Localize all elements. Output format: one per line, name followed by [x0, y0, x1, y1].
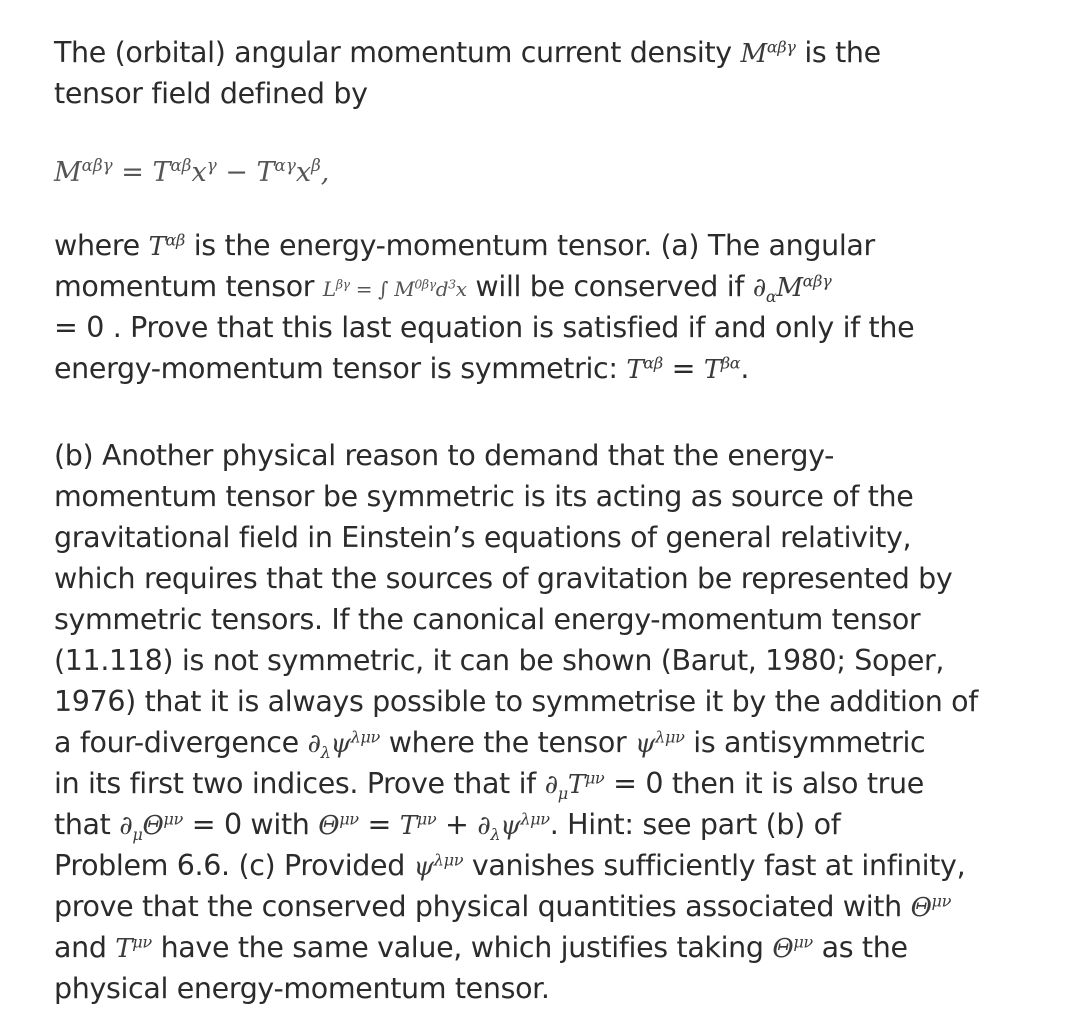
part-a-line-2: momentum tensor $L^{\beta\gamma}$ = ∫ $M^{0\beta\gamma}d^3x$ will be conserved if $\partial_\alpha M^{\alpha\beta\gamma}$	[54, 270, 832, 307]
part-a-line-3: = 0 . Prove that this last equation is satisfied if and only if the	[54, 311, 915, 344]
part-b-line-5: symmetric tensors. If the canonical energy-momentum tensor	[54, 603, 921, 636]
part-b-line-6: (11.118) is not symmetric, it can be shown (Barut, 1980; Soper,	[54, 644, 945, 677]
part-a-line-1: where $T^{\alpha\beta}$ is the energy-momentum tensor. (a) The angular	[54, 229, 875, 262]
defining-equation: $M^{\alpha\beta\gamma} = T^{\alpha\beta}x^\gamma - T^{\alpha\gamma}x^\beta$,	[54, 155, 330, 188]
part-b-line-12: prove that the conserved physical quantities associated with $\Theta^{\mu\nu}$	[54, 890, 952, 923]
current-density-symbol: $M^{\alpha\beta\gamma}$	[740, 37, 796, 69]
part-b-line-7: 1976) that it is always possible to symmetrise it by the addition of	[54, 685, 978, 718]
part-b-line-9: in its first two indices. Prove that if $\partial_\mu T^{\mu\nu} = 0$ then it is also true	[54, 767, 924, 804]
intro-paragraph	[54, 32, 1044, 114]
part-a-paragraph	[54, 225, 1044, 389]
part-b-line-11: Problem 6.6. (c) Provided $\psi^{\lambda\mu\nu}$ vanishes sufficiently fast at infinity,	[54, 849, 966, 882]
part-b-line-2: momentum tensor be symmetric is its acting as source of the	[54, 480, 914, 513]
intro-line-2: tensor field defined by	[54, 77, 368, 110]
part-b-line-3: gravitational field in Einstein’s equations of general relativity,	[54, 521, 912, 554]
part-b-line-8: a four-divergence $\partial_\lambda\psi^{\lambda\mu\nu}$ where the tensor $\psi^{\lambda\mu\nu}$ is antisymmetric	[54, 726, 926, 763]
intro-line-1: The (orbital) angular momentum current density $M^{\alpha\beta\gamma}$ is the	[54, 36, 881, 69]
part-b-line-13: and $T^{\mu\nu}$ have the same value, which justifies taking $\Theta^{\mu\nu}$ as the	[54, 931, 908, 964]
part-b-line-1: (b) Another physical reason to demand that the energy-	[54, 439, 835, 472]
part-b-line-4: which requires that the sources of gravitation be represented by	[54, 562, 953, 595]
part-b-line-10: that $\partial_\mu\Theta^{\mu\nu} = 0$ with $\Theta^{\mu\nu} = T^{\mu\nu} + \partial_\lambda\psi^{\lambda\mu\nu}$. Hint: see part (b) of	[54, 808, 841, 845]
part-b-paragraph	[54, 435, 1044, 1009]
angular-momentum-integral: $L^{\beta\gamma}$ = ∫ $M^{0\beta\gamma}d^3x$	[322, 276, 467, 301]
part-a-line-4: energy-momentum tensor is symmetric: $T^{\alpha\beta} = T^{\beta\alpha}$.	[54, 352, 750, 385]
part-b-line-14: physical energy-momentum tensor.	[54, 972, 550, 1005]
